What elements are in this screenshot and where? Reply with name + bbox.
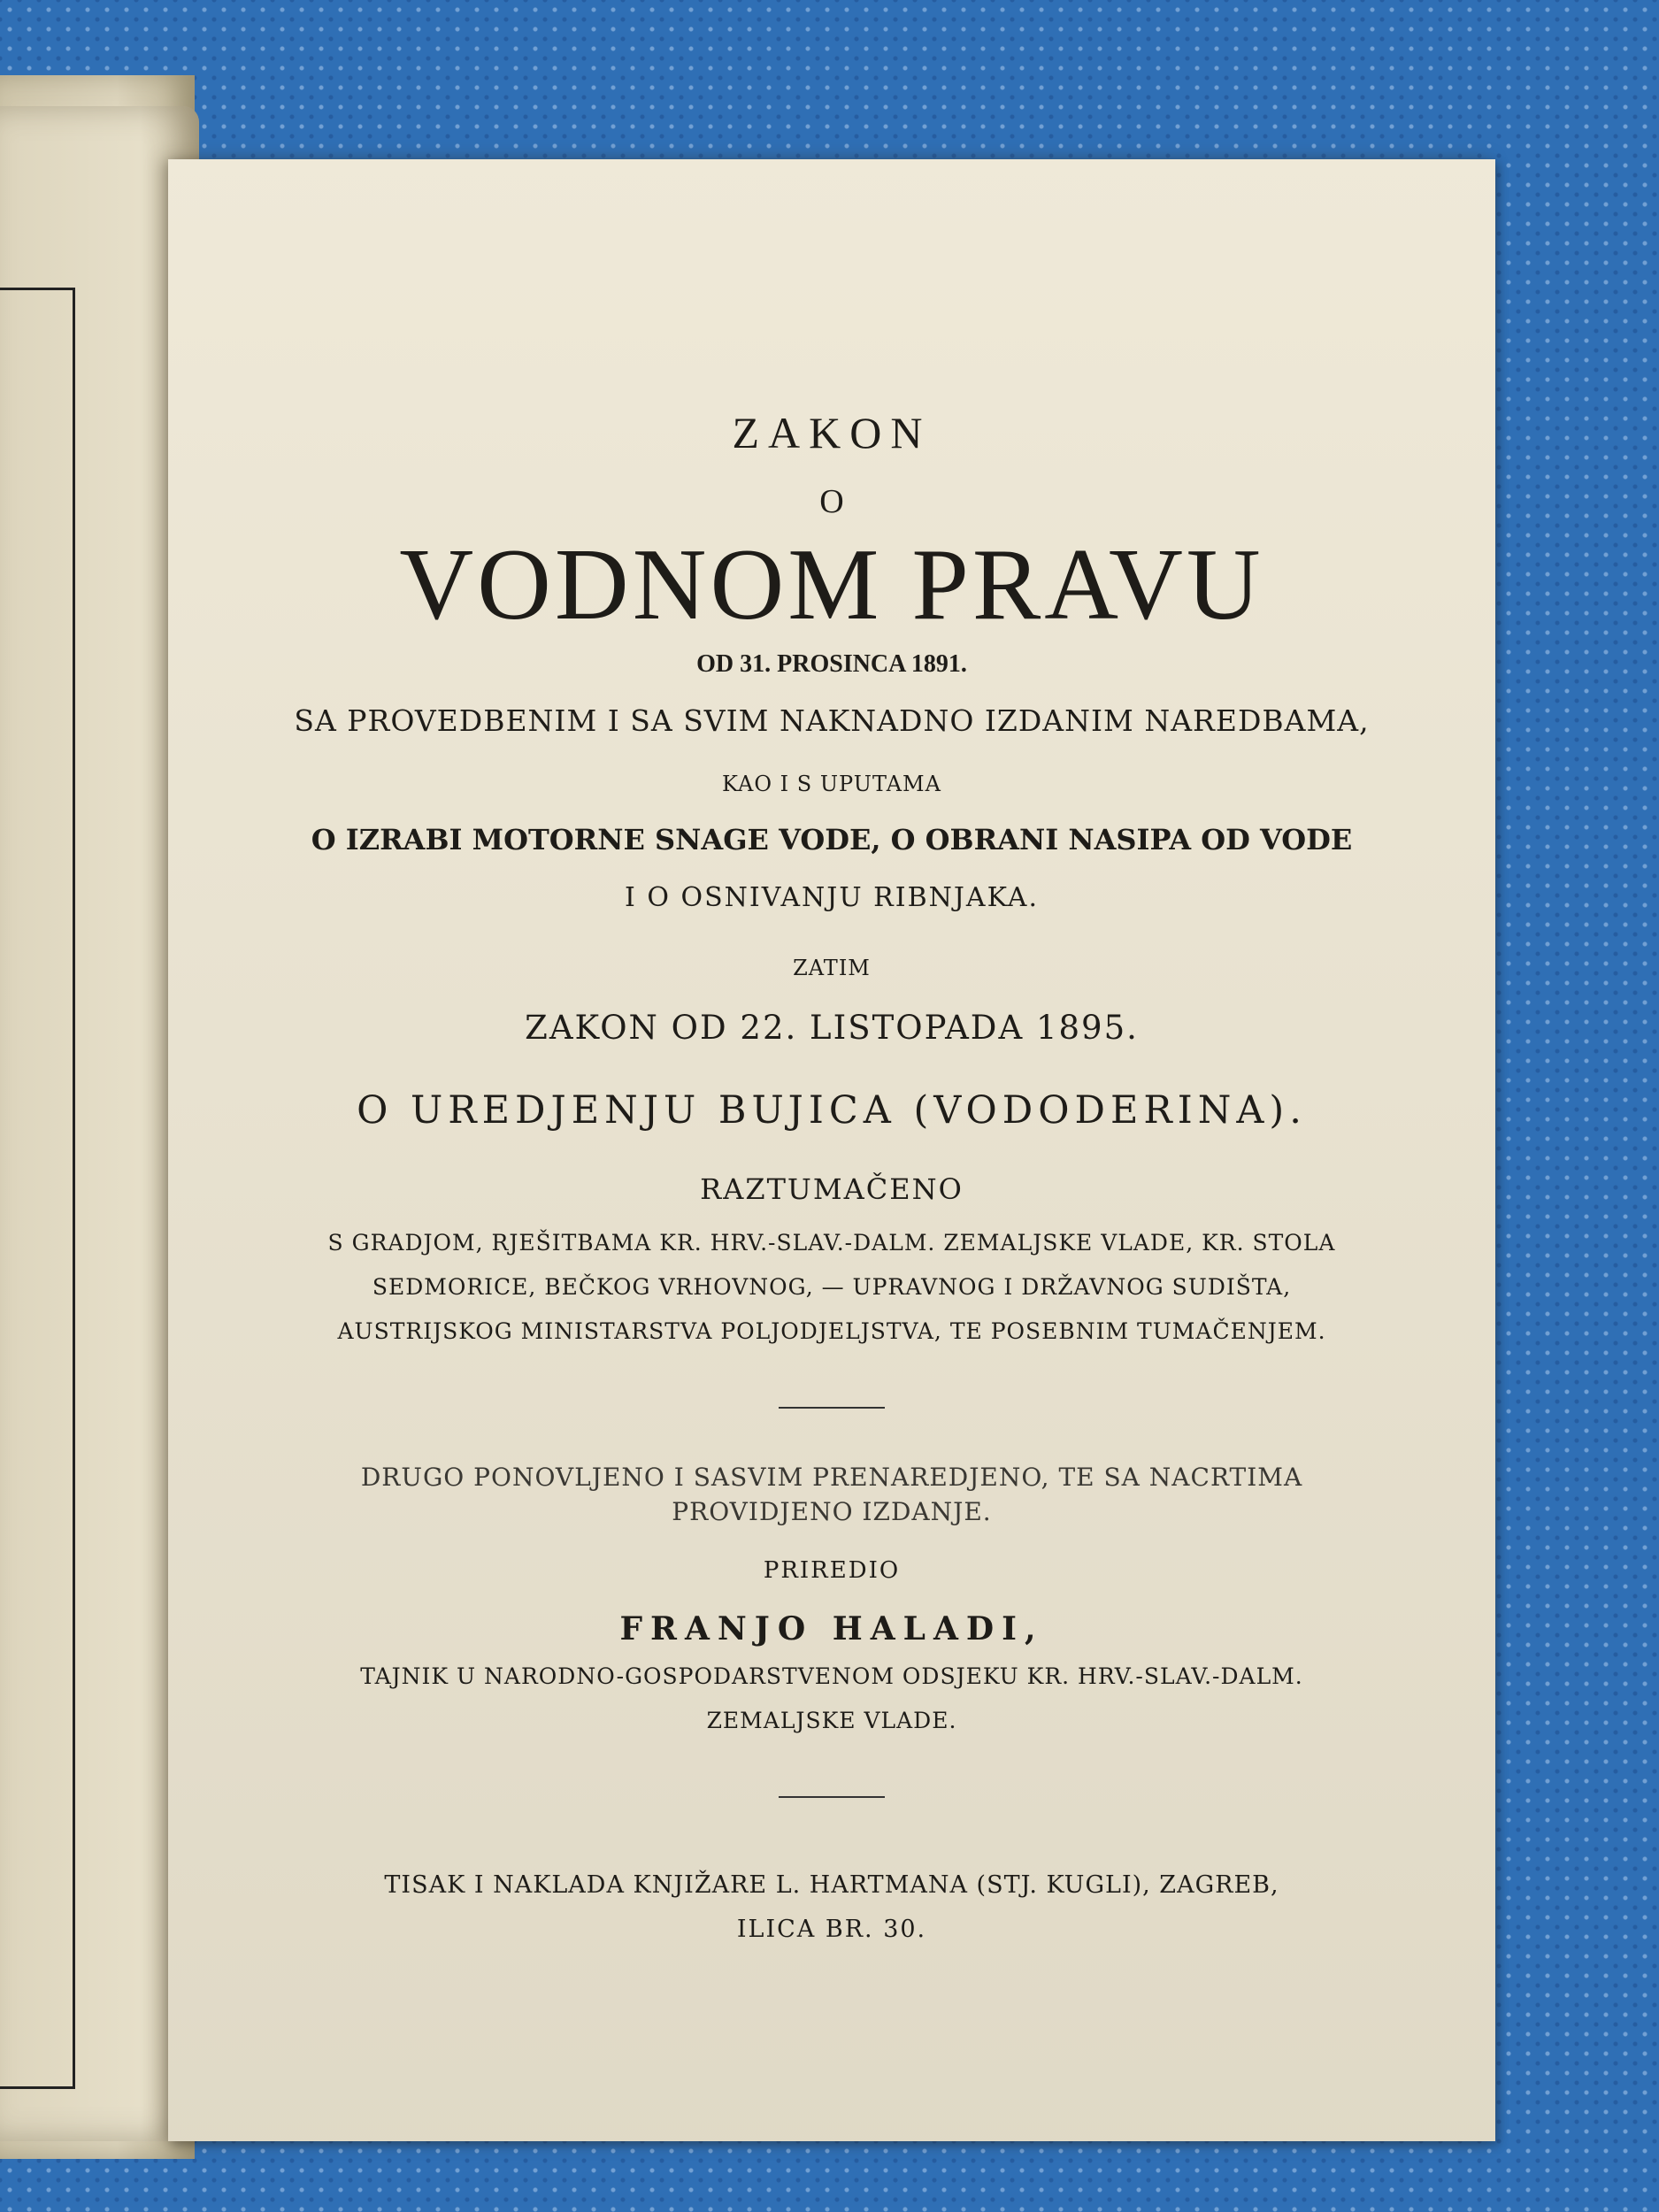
commentary-line-2: SEDMORICE, BEČKOG VRHOVNOG, — UPRAVNOG I DRŽAVNOG SUDIŠTA, bbox=[372, 1274, 1292, 1300]
left-page-border-frame bbox=[0, 288, 75, 2089]
commentary-heading: RAZTUMAČENO bbox=[700, 1172, 964, 1206]
second-law-topic: O UREDJENJU BUJICA (VODODERINA). bbox=[357, 1088, 1307, 1133]
second-law-title: ZAKON OD 22. LISTOPADA 1895. bbox=[525, 1009, 1139, 1047]
title-connector: O bbox=[819, 483, 844, 520]
editor-name: FRANJO HALADI, bbox=[619, 1610, 1044, 1647]
editor-label: PRIREDIO bbox=[763, 1557, 901, 1584]
title-top: ZAKON bbox=[732, 408, 932, 457]
subtitle-line-4: I O OSNIVANJU RIBNJAKA. bbox=[625, 882, 1039, 913]
subtitle-line-3: O IZRABI MOTORNE SNAGE VODE, O OBRANI NASIPA OD VODE bbox=[311, 823, 1353, 856]
edition-line-2: PROVIDJENO IZDANJE. bbox=[672, 1497, 992, 1526]
editor-role-line-2: ZEMALJSKE VLADE. bbox=[706, 1708, 957, 1733]
commentary-line-1: S GRADJOM, RJEŠITBAMA KR. HRV.-SLAV.-DALM. ZEMALJSKE VLADE, KR. STOLA bbox=[327, 1230, 1336, 1256]
subtitle-line-2: KAO I S UPUTAMA bbox=[722, 772, 941, 796]
divider-rule-2 bbox=[779, 1796, 885, 1798]
title-page bbox=[168, 159, 1495, 2141]
editor-role-line-1: TAJNIK U NARODNO-GOSPODARSTVENOM ODSJEKU KR. HRV.-SLAV.-DALM. bbox=[360, 1663, 1303, 1689]
subtitle-line-1: SA PROVEDBENIM I SA SVIM NAKNADNO IZDANIM NAREDBAMA, bbox=[294, 703, 1370, 738]
zatim-label: ZATIM bbox=[793, 956, 871, 980]
main-title: VODNOM PRAVU bbox=[399, 528, 1264, 641]
law-date: OD 31. PROSINCA 1891. bbox=[696, 650, 967, 678]
commentary-line-3: AUSTRIJSKOG MINISTARSTVA POLJODJELJSTVA, TE POSEBNIM TUMAČENJEM. bbox=[337, 1318, 1326, 1344]
edition-line-1: DRUGO PONOVLJENO I SASVIM PRENAREDJENO, TE SA NACRTIMA bbox=[360, 1463, 1303, 1492]
imprint-line-1: TISAK I NAKLADA KNJIŽARE L. HARTMANA (STJ. KUGLI), ZAGREB, bbox=[384, 1871, 1279, 1899]
divider-rule-1 bbox=[779, 1407, 885, 1409]
imprint-line-2: ILICA BR. 30. bbox=[736, 1916, 927, 1943]
